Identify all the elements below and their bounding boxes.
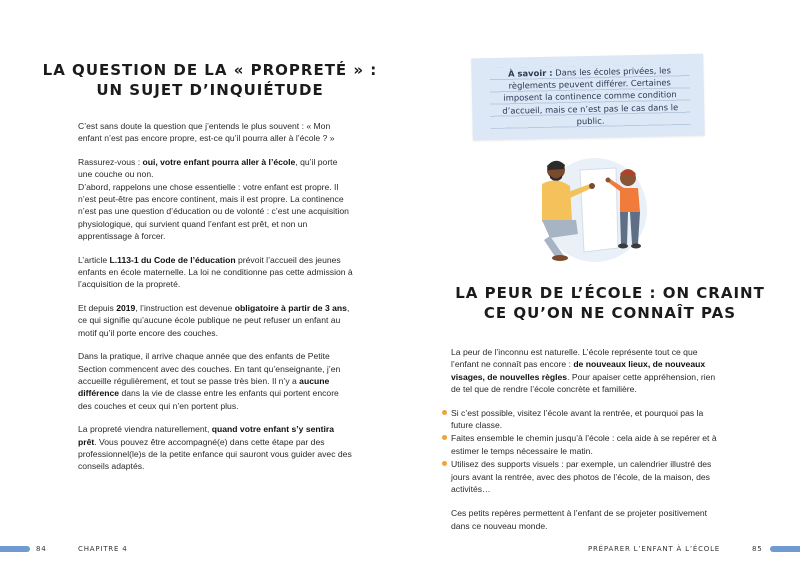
right-page [400, 0, 800, 574]
note-text: À savoir : Dans les écoles privées, les règlements peuvent différer. Certaines imposent la continence comme condition d’accueil, mais ce n’est pas le cas dans le public. [489, 64, 690, 129]
left-heading [40, 60, 380, 100]
left-paragraph-1: C’est sans doute la question que j’entends le plus souvent : « Mon enfant n’est pas encore propre, est-ce qu’il pourra aller à l’école ? » [78, 121, 335, 144]
left-paragraph-3: L’article L.113-1 du Code de l’éducation prévoit l’accueil des jeunes enfants en école maternelle. La loi ne conditionne pas cette admission à l’acquisition de la propreté. [78, 254, 353, 290]
section-label: PRÉPARER L’ENFANT À L’ÉCOLE [588, 545, 721, 553]
left-heading-line-2: UN SUJET D’INQUIÉTUDE [96, 81, 324, 99]
right-heading-line-2: CE QU’ON NE CONNAÎT PAS [483, 304, 737, 322]
footer-bar-right [770, 546, 800, 552]
bullet-dot-icon [442, 461, 447, 466]
bullet-dot-icon [442, 435, 447, 440]
list-item: Faites ensemble le chemin jusqu’à l’école : cela aide à se repérer et à estimer le temps nécessaire le matin. [451, 432, 726, 457]
right-heading [440, 283, 780, 323]
left-heading-line-1: LA QUESTION DE LA « PROPRETÉ » : [42, 61, 378, 79]
page-number-right: 85 [752, 545, 763, 553]
chapter-label: CHAPITRE 4 [78, 545, 128, 553]
left-paragraph-6: La propreté viendra naturellement, quand votre enfant s’y sentira prêt. Vous pouvez être accompagné(e) dans cette étape par des professionnel(le)s de la petite enfance qui sauront vous guider avec des conseils adaptés. [78, 424, 352, 472]
right-paragraph-2: Ces petits repères permettent à l’enfant de se projeter positivement dans ce nouveau monde. [451, 508, 708, 531]
page-number-left: 84 [36, 545, 47, 553]
list-item: Utilisez des supports visuels : par exemple, un calendrier illustré des jours avant la rentrée, avec des photos de l’école, de la maison, des activités… [451, 458, 726, 495]
adult-and-child-illustration [520, 148, 670, 268]
note-label: À savoir : [507, 67, 553, 79]
tips-list [451, 407, 726, 496]
note-box [471, 54, 705, 141]
left-paragraph-4: Et depuis 2019, l’instruction est devenue obligatoire à partir de 3 ans, ce qui signifie qu’aucune école publique ne peut refuser un enfant au motif qu’il porte encore des couches. [78, 302, 350, 338]
right-heading-line-1: LA PEUR DE L’ÉCOLE : ON CRAINT [455, 284, 765, 302]
footer-bar-left [0, 546, 30, 552]
left-paragraph-5: Dans la pratique, il arrive chaque année que des enfants de Petite Section commencent avec des couches. En tant qu’enseignante, j’en accueille régulièrement, et tout se passe très bien. Il n’y a aucune différence dans la vie de classe entre les enfants qui portent encore des couches et ceux qui n’en portent plus. [78, 351, 341, 411]
left-paragraph-2: Rassurez-vous : oui, votre enfant pourra aller à l’école, qu’il porte une couche ou non. D’abord, rappelons une chose essentielle : votre enfant est propre. Il n’est peut-être pas encore continent, mais il est propre. La continence n’est pas une question d’éducation ou de volonté : c’est une acquisition physiologique, qui survient quand l’enfant est prêt, et non un apprentissage à forcer. [78, 156, 349, 242]
right-body [451, 346, 726, 543]
right-paragraph-1: La peur de l’inconnu est naturelle. L’école représente tout ce que l’enfant ne connaît pas encore : de nouveaux lieux, de nouveaux visages, de nouvelles règles. Pour apaiser cette appréhension, rien de tel que de rendre l’école concrète et familière. [451, 347, 716, 395]
left-body [78, 120, 354, 484]
list-item: Si c’est possible, visitez l’école avant la rentrée, et pourquoi pas la future classe. [451, 407, 726, 432]
illustration-icon [520, 148, 670, 268]
bullet-dot-icon [442, 410, 447, 415]
